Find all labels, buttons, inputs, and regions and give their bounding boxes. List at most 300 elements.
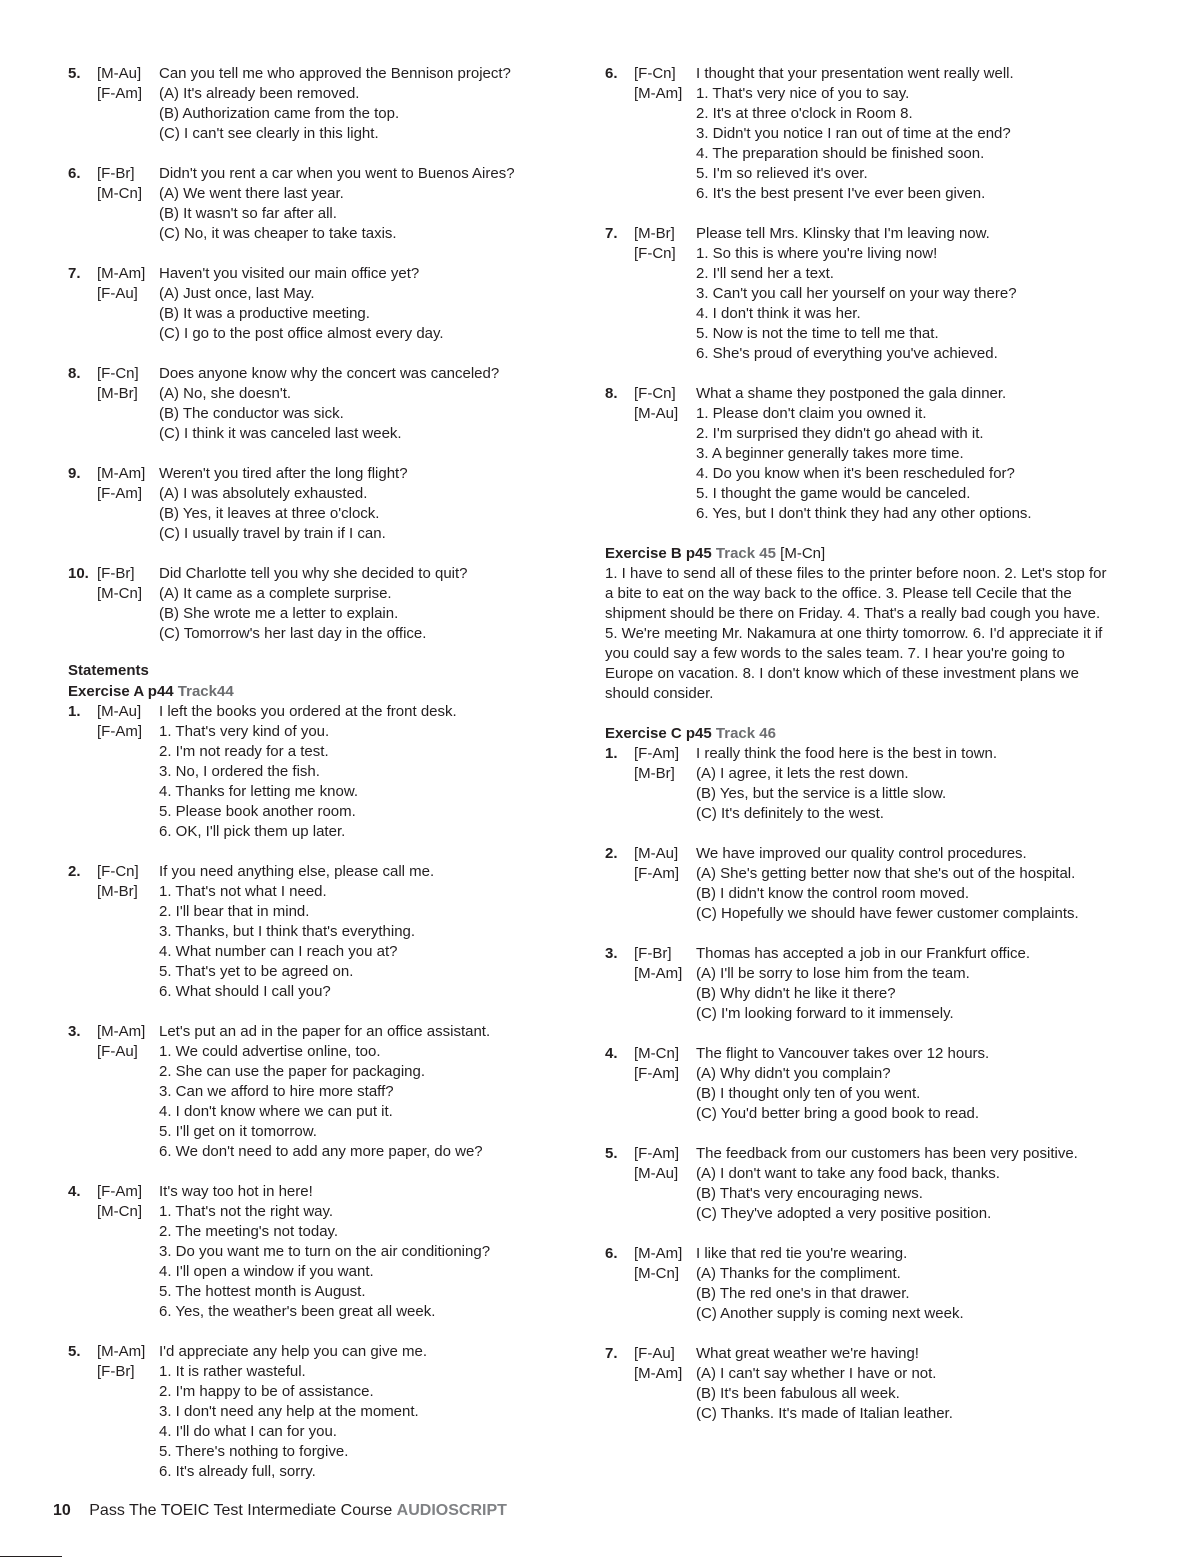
question-line — [68, 1022, 568, 1042]
answer-speaker: [F-Am] — [634, 1065, 679, 1082]
answer-line — [68, 1122, 568, 1142]
question-block — [68, 264, 568, 344]
answer-line — [605, 144, 1125, 164]
answer-line — [605, 164, 1125, 184]
answer-option: 6. What should I call you? — [159, 983, 331, 1000]
answer-option: (A) Why didn't you complain? — [696, 1065, 891, 1082]
answer-option: 6. OK, I'll pick them up later. — [159, 823, 346, 840]
exercise-c-list — [605, 744, 1125, 1424]
question-line — [605, 1344, 1125, 1364]
answer-line — [605, 324, 1125, 344]
answer-line — [68, 922, 568, 942]
item-number: 2. — [68, 863, 81, 880]
question-block — [605, 944, 1125, 1024]
answer-line — [605, 184, 1125, 204]
answer-option: 4. Do you know when it's been rescheduled for? — [696, 465, 1015, 482]
answer-option: 2. I'm happy to be of assistance. — [159, 1383, 374, 1400]
question-text: What a shame they postponed the gala dinner. — [696, 385, 1007, 402]
item-number: 8. — [68, 365, 81, 382]
answer-line — [605, 784, 1125, 804]
answer-speaker: [F-Au] — [97, 285, 138, 302]
question-speaker: [F-Am] — [634, 1145, 679, 1162]
answer-line — [68, 184, 568, 204]
answer-option: 6. It's the best present I've ever been given. — [696, 185, 986, 202]
question-text: I left the books you ordered at the front desk. — [159, 703, 457, 720]
question-line — [605, 1144, 1125, 1164]
answer-option: (A) I don't want to take any food back, thanks. — [696, 1165, 1000, 1182]
question-speaker: [M-Am] — [97, 265, 146, 282]
answer-option: (B) It wasn't so far after all. — [159, 205, 337, 222]
answer-line — [68, 304, 568, 324]
answer-option: 2. It's at three o'clock in Room 8. — [696, 105, 913, 122]
answer-speaker: [M-Cn] — [97, 585, 142, 602]
answer-option: (B) It was a productive meeting. — [159, 305, 370, 322]
answer-option: (C) I'm looking forward to it immensely. — [696, 1005, 954, 1022]
answer-line — [68, 902, 568, 922]
answer-line — [68, 722, 568, 742]
answer-option: (B) Why didn't he like it there? — [696, 985, 896, 1002]
answer-option: (B) I didn't know the control room moved. — [696, 885, 969, 902]
answer-option: 5. Now is not the time to tell me that. — [696, 325, 939, 342]
answer-option: (C) Thanks. It's made of Italian leather. — [696, 1405, 953, 1422]
answer-option: 5. I thought the game would be canceled. — [696, 485, 971, 502]
answer-line — [68, 524, 568, 544]
item-number: 5. — [605, 1145, 618, 1162]
answer-option: (C) You'd better bring a good book to read. — [696, 1105, 980, 1122]
answer-option: (B) I thought only ten of you went. — [696, 1085, 921, 1102]
question-block — [68, 1022, 568, 1162]
question-block — [68, 862, 568, 1002]
answer-option: 5. There's nothing to forgive. — [159, 1443, 349, 1460]
question-block — [68, 464, 568, 544]
answer-line — [605, 904, 1125, 924]
question-block — [605, 1044, 1125, 1124]
exercise-b-track: Track 45 — [715, 545, 776, 562]
question-speaker: [M-Am] — [97, 1023, 146, 1040]
answer-speaker: [M-Au] — [634, 1165, 679, 1182]
question-line — [68, 64, 568, 84]
item-number: 8. — [605, 385, 618, 402]
answer-line — [68, 104, 568, 124]
answer-option: (A) It's already been removed. — [159, 85, 360, 102]
item-number: 1. — [605, 745, 618, 762]
answer-option: 3. I don't need any help at the moment. — [159, 1403, 419, 1420]
answer-option: 5. I'm so relieved it's over. — [696, 165, 868, 182]
answer-option: (C) I think it was canceled last week. — [159, 425, 402, 442]
question-speaker: [F-Au] — [634, 1345, 675, 1362]
answer-option: (C) They've adopted a very positive position. — [696, 1205, 992, 1222]
answer-option: 6. We don't need to add any more paper, do we? — [159, 1143, 483, 1160]
answer-speaker: [F-Au] — [97, 1043, 138, 1060]
question-line — [68, 862, 568, 882]
question-block — [605, 1144, 1125, 1224]
question-text: We have improved our quality control procedures. — [696, 845, 1027, 862]
answer-option: (A) No, she doesn't. — [159, 385, 292, 402]
question-line — [68, 1182, 568, 1202]
exercise-b-heading — [605, 544, 1125, 564]
question-text: The flight to Vancouver takes over 12 hours. — [696, 1045, 990, 1062]
question-speaker: [M-Au] — [97, 65, 142, 82]
question-text: I like that red tie you're wearing. — [696, 1245, 908, 1262]
answer-option: (B) Yes, but the service is a little slow. — [696, 785, 947, 802]
question-block — [68, 64, 568, 144]
page-number: 10 — [53, 1502, 71, 1519]
page-footer — [53, 1502, 507, 1520]
question-block — [68, 1182, 568, 1322]
answer-option: (A) I'll be sorry to lose him from the team. — [696, 965, 970, 982]
question-speaker: [M-Am] — [97, 1343, 146, 1360]
answer-option: (B) The red one's in that drawer. — [696, 1285, 910, 1302]
answer-speaker: [F-Am] — [97, 723, 142, 740]
answer-line — [605, 404, 1125, 424]
question-speaker: [M-Au] — [97, 703, 142, 720]
answer-line — [605, 424, 1125, 444]
answer-line — [605, 464, 1125, 484]
question-line — [605, 384, 1125, 404]
statements-heading: Statements — [68, 662, 149, 679]
question-block — [68, 364, 568, 444]
exercise-a-list — [68, 702, 568, 1482]
question-text: What great weather we're having! — [696, 1345, 919, 1362]
answer-line — [68, 584, 568, 604]
answer-line — [605, 764, 1125, 784]
answer-option: (A) I can't say whether I have or not. — [696, 1365, 937, 1382]
item-number: 3. — [605, 945, 618, 962]
exercise-a-heading — [68, 682, 568, 702]
answer-line — [605, 884, 1125, 904]
answer-line — [605, 1404, 1125, 1424]
answer-line — [605, 1064, 1125, 1084]
answer-speaker: [F-Br] — [97, 1363, 135, 1380]
answer-line — [605, 104, 1125, 124]
item-number: 7. — [605, 1345, 618, 1362]
footer-title: Pass The TOEIC Test Intermediate Course — [89, 1502, 393, 1519]
answer-line — [68, 1102, 568, 1122]
answer-line — [605, 1284, 1125, 1304]
answer-line — [68, 962, 568, 982]
answer-option: 4. What number can I reach you at? — [159, 943, 398, 960]
answer-line — [68, 1222, 568, 1242]
answer-line — [68, 284, 568, 304]
answer-speaker: [F-Am] — [97, 85, 142, 102]
question-speaker: [F-Br] — [97, 565, 135, 582]
question-block — [605, 64, 1125, 204]
answer-line — [68, 802, 568, 822]
answer-speaker: [M-Am] — [634, 965, 683, 982]
answer-line — [605, 1164, 1125, 1184]
answer-line — [68, 204, 568, 224]
question-line — [68, 1342, 568, 1362]
exercise-b-speaker: [M-Cn] — [780, 545, 826, 562]
answer-line — [68, 1302, 568, 1322]
answer-line — [68, 1442, 568, 1462]
answer-line — [68, 1462, 568, 1482]
answer-line — [605, 1364, 1125, 1384]
answer-line — [68, 124, 568, 144]
question-line — [605, 744, 1125, 764]
question-text: The feedback from our customers has been very positive. — [696, 1145, 1078, 1162]
answer-line — [605, 1264, 1125, 1284]
answer-option: 5. The hottest month is August. — [159, 1283, 366, 1300]
question-line — [68, 264, 568, 284]
answer-line — [605, 1004, 1125, 1024]
answer-speaker: [M-Cn] — [97, 1203, 142, 1220]
answer-line — [68, 84, 568, 104]
answer-speaker: [M-Br] — [97, 883, 138, 900]
answer-option: 2. I'll send her a text. — [696, 265, 834, 282]
question-block — [68, 564, 568, 644]
answer-option: 4. The preparation should be finished soon. — [696, 145, 985, 162]
question-line — [605, 944, 1125, 964]
question-speaker: [F-Cn] — [97, 863, 139, 880]
answer-line — [605, 984, 1125, 1004]
answer-line — [68, 1422, 568, 1442]
answer-option: 4. Thanks for letting me know. — [159, 783, 358, 800]
answer-option: 5. I'll get on it tomorrow. — [159, 1123, 317, 1140]
question-line — [68, 164, 568, 184]
answer-option: 1. That's not the right way. — [159, 1203, 334, 1220]
answer-line — [68, 762, 568, 782]
answer-option: 2. I'm not ready for a test. — [159, 743, 329, 760]
question-line — [605, 224, 1125, 244]
answer-line — [68, 1362, 568, 1382]
answer-option: (C) I can't see clearly in this light. — [159, 125, 379, 142]
answer-line — [605, 864, 1125, 884]
question-speaker: [F-Br] — [634, 945, 672, 962]
answer-line — [68, 604, 568, 624]
answer-line — [68, 384, 568, 404]
question-block — [605, 1344, 1125, 1424]
item-number: 6. — [68, 165, 81, 182]
answer-line — [68, 484, 568, 504]
question-text: Haven't you visited our main office yet? — [159, 265, 420, 282]
answer-speaker: [M-Cn] — [634, 1265, 679, 1282]
question-speaker: [F-Am] — [634, 745, 679, 762]
answer-line — [605, 1184, 1125, 1204]
item-number: 7. — [605, 225, 618, 242]
answer-option: (C) I usually travel by train if I can. — [159, 525, 386, 542]
question-block — [605, 384, 1125, 524]
question-block-list — [68, 64, 568, 654]
answer-option: 1. Please don't claim you owned it. — [696, 405, 927, 422]
question-line — [68, 564, 568, 584]
right-question-list — [605, 64, 1125, 544]
answer-line — [68, 404, 568, 424]
question-speaker: [F-Cn] — [634, 65, 676, 82]
answer-option: 3. Can't you call her yourself on your way there? — [696, 285, 1017, 302]
answer-line — [68, 624, 568, 644]
answer-option: (C) Hopefully we should have fewer customer complaints. — [696, 905, 1079, 922]
question-block — [605, 744, 1125, 824]
question-text: Thomas has accepted a job in our Frankfurt office. — [696, 945, 1031, 962]
item-number: 2. — [605, 845, 618, 862]
answer-line — [68, 822, 568, 842]
answer-line — [605, 304, 1125, 324]
answer-option: 2. I'm surprised they didn't go ahead with it. — [696, 425, 984, 442]
question-speaker: [M-Br] — [634, 225, 675, 242]
item-number: 3. — [68, 1023, 81, 1040]
answer-option: 1. That's not what I need. — [159, 883, 327, 900]
question-block — [605, 844, 1125, 924]
answer-option: 1. We could advertise online, too. — [159, 1043, 381, 1060]
answer-speaker: [F-Am] — [97, 485, 142, 502]
answer-line — [605, 804, 1125, 824]
exercise-b-label: Exercise B p45 — [605, 545, 712, 562]
exercise-c-heading — [605, 724, 1125, 744]
exercise-c-track: Track 46 — [715, 725, 776, 742]
answer-line — [605, 444, 1125, 464]
answer-option: 6. Yes, the weather's been great all week. — [159, 1303, 436, 1320]
answer-speaker: [F-Cn] — [634, 245, 676, 262]
answer-line — [605, 124, 1125, 144]
answer-line — [68, 1142, 568, 1162]
question-speaker: [M-Cn] — [634, 1045, 679, 1062]
question-text: Let's put an ad in the paper for an office assistant. — [159, 1023, 491, 1040]
answer-line — [605, 284, 1125, 304]
answer-option: (C) It's definitely to the west. — [696, 805, 884, 822]
answer-speaker: [M-Cn] — [97, 185, 142, 202]
item-number: 10. — [68, 565, 89, 582]
answer-line — [68, 1082, 568, 1102]
question-speaker: [F-Cn] — [634, 385, 676, 402]
question-speaker: [F-Cn] — [97, 365, 139, 382]
question-block — [68, 164, 568, 244]
question-line — [68, 364, 568, 384]
question-text: It's way too hot in here! — [159, 1183, 313, 1200]
item-number: 5. — [68, 65, 81, 82]
question-text: I'd appreciate any help you can give me. — [159, 1343, 428, 1360]
answer-line — [68, 742, 568, 762]
answer-line — [68, 1202, 568, 1222]
answer-line — [68, 424, 568, 444]
answer-option: 2. She can use the paper for packaging. — [159, 1063, 426, 1080]
question-speaker: [F-Br] — [97, 165, 135, 182]
answer-option: 5. Please book another room. — [159, 803, 356, 820]
answer-speaker: [F-Am] — [634, 865, 679, 882]
question-speaker: [M-Au] — [634, 845, 679, 862]
answer-line — [68, 782, 568, 802]
answer-line — [605, 244, 1125, 264]
answer-option: 3. A beginner generally takes more time. — [696, 445, 964, 462]
item-number: 4. — [605, 1045, 618, 1062]
answer-line — [605, 1204, 1125, 1224]
question-line — [605, 1044, 1125, 1064]
question-line — [68, 464, 568, 484]
answer-line — [68, 1382, 568, 1402]
answer-option: (B) The conductor was sick. — [159, 405, 344, 422]
item-number: 7. — [68, 265, 81, 282]
bottom-rule — [0, 1556, 62, 1557]
question-text: Can you tell me who approved the Bennison project? — [159, 65, 511, 82]
question-block — [605, 224, 1125, 364]
answer-option: 1. So this is where you're living now! — [696, 245, 938, 262]
answer-option: (C) I go to the post office almost every day. — [159, 325, 444, 342]
exercise-c-label: Exercise C p45 — [605, 725, 712, 742]
item-number: 6. — [605, 65, 618, 82]
question-line — [605, 1244, 1125, 1264]
exercise-a-track: Track44 — [177, 683, 234, 700]
answer-line — [68, 1042, 568, 1062]
answer-line — [605, 344, 1125, 364]
right-column — [605, 64, 1125, 1424]
answer-line — [68, 1402, 568, 1422]
answer-option: (C) No, it was cheaper to take taxis. — [159, 225, 397, 242]
exercise-a-label: Exercise A p44 — [68, 683, 174, 700]
answer-option: 1. That's very kind of you. — [159, 723, 330, 740]
answer-line — [605, 964, 1125, 984]
question-line — [605, 844, 1125, 864]
question-block — [68, 1342, 568, 1482]
item-number: 1. — [68, 703, 81, 720]
answer-option: (B) Authorization came from the top. — [159, 105, 400, 122]
question-text: Did Charlotte tell you why she decided to quit? — [159, 565, 468, 582]
answer-line — [68, 1262, 568, 1282]
question-text: If you need anything else, please call me. — [159, 863, 435, 880]
answer-option: 6. Yes, but I don't think they had any other options. — [696, 505, 1032, 522]
question-line — [68, 702, 568, 722]
question-text: Weren't you tired after the long flight? — [159, 465, 408, 482]
answer-option: (B) Yes, it leaves at three o'clock. — [159, 505, 380, 522]
question-text: Does anyone know why the concert was canceled? — [159, 365, 500, 382]
item-number: 9. — [68, 465, 81, 482]
answer-option: 5. That's yet to be agreed on. — [159, 963, 354, 980]
answer-line — [68, 224, 568, 244]
answer-line — [605, 1084, 1125, 1104]
answer-option: 2. The meeting's not today. — [159, 1223, 339, 1240]
answer-line — [605, 504, 1125, 524]
answer-line — [605, 264, 1125, 284]
answer-option: (B) It's been fabulous all week. — [696, 1385, 900, 1402]
answer-line — [68, 504, 568, 524]
answer-option: 1. It is rather wasteful. — [159, 1363, 306, 1380]
item-number: 4. — [68, 1183, 81, 1200]
answer-option: (A) I agree, it lets the rest down. — [696, 765, 909, 782]
answer-option: 4. I'll open a window if you want. — [159, 1263, 374, 1280]
answer-speaker: [M-Am] — [634, 85, 683, 102]
answer-option: (A) Thanks for the compliment. — [696, 1265, 901, 1282]
answer-option: 3. Can we afford to hire more staff? — [159, 1083, 394, 1100]
question-text: Didn't you rent a car when you went to Buenos Aires? — [159, 165, 515, 182]
answer-option: (B) She wrote me a letter to explain. — [159, 605, 399, 622]
answer-line — [68, 1062, 568, 1082]
question-block — [68, 702, 568, 842]
answer-option: 6. It's already full, sorry. — [159, 1463, 316, 1480]
answer-line — [68, 324, 568, 344]
answer-option: (A) She's getting better now that she's out of the hospital. — [696, 865, 1076, 882]
answer-option: (A) I was absolutely exhausted. — [159, 485, 368, 502]
left-column — [68, 64, 568, 1482]
answer-option: 3. Do you want me to turn on the air conditioning? — [159, 1243, 491, 1260]
answer-option: (C) Another supply is coming next week. — [696, 1305, 964, 1322]
answer-option: 6. She's proud of everything you've achieved. — [696, 345, 998, 362]
answer-line — [68, 882, 568, 902]
answer-line — [605, 1384, 1125, 1404]
question-text: I thought that your presentation went really well. — [696, 65, 1014, 82]
answer-option: 2. I'll bear that in mind. — [159, 903, 310, 920]
answer-speaker: [M-Am] — [634, 1365, 683, 1382]
answer-option: 4. I don't know where we can put it. — [159, 1103, 393, 1120]
answer-line — [68, 942, 568, 962]
question-speaker: [M-Am] — [634, 1245, 683, 1262]
answer-speaker: [M-Br] — [634, 765, 675, 782]
answer-line — [68, 1242, 568, 1262]
question-speaker: [M-Am] — [97, 465, 146, 482]
item-number: 5. — [68, 1343, 81, 1360]
answer-option: 3. Thanks, but I think that's everything. — [159, 923, 416, 940]
answer-line — [605, 84, 1125, 104]
answer-option: 3. Didn't you notice I ran out of time at the end? — [696, 125, 1011, 142]
answer-speaker: [M-Au] — [634, 405, 679, 422]
